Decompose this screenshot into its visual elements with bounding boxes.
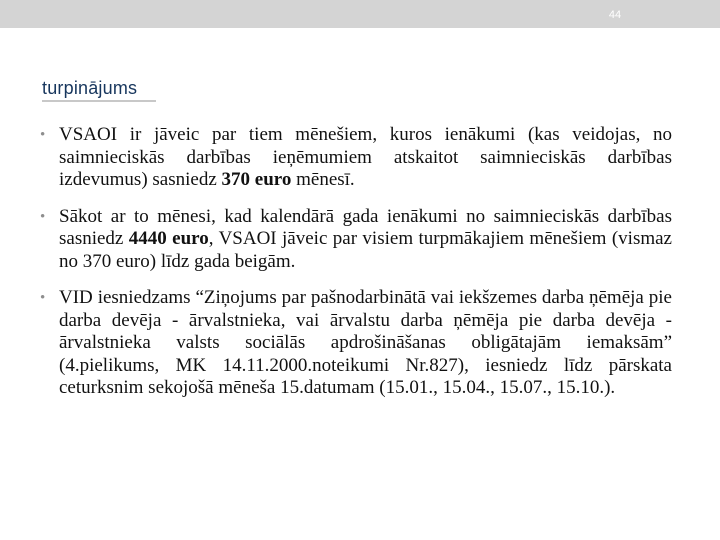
bullet-item: [38, 124, 672, 192]
bullet-icon: •: [40, 127, 46, 143]
bullet-text: VSAOI ir jāveic par tiem mēnešiem, kuros ienākumi (kas veidojas, no saimnieciskās darbības ieņēmumiem atskaitot saimnieciskās darbības izdevumus) sasniedz 370 euro mēnesī.: [59, 124, 672, 190]
bullet-text: Sākot ar to mēnesi, kad kalendārā gada ienākumi no saimnieciskās darbības sasniedz 4440 euro, VSAOI jāveic par visiem turpmākajiem mēnešiem (vismaz no 370 euro) līdz gada beigām.: [59, 205, 672, 272]
bullet-list: [38, 124, 672, 400]
bullet-icon: •: [40, 290, 46, 306]
highlight-amount: 370 euro: [221, 169, 292, 190]
bullet-item: [38, 206, 672, 274]
slide-title: turpinājums: [42, 78, 138, 98]
bullet-text: VID iesniedzams “Ziņojums par pašnodarbinātā vai iekšzemes darba ņēmēja pie darba devēja - ārvalstnieka, vai ārvalstu darba ņēmēja pie darba devēja - ārvalstnieka valsts sociālās apdrošināšanas obligātajām iemaksām” (4.pielikums, MK 14.11.2000.noteikumi Nr.827), iesniedz līdz pārskata ceturksnim sekojošā mēneša 15.datumam (15.01., 15.04., 15.07., 15.10.).: [59, 287, 672, 398]
header-bar: [0, 0, 720, 28]
page-number: 44: [608, 9, 622, 21]
title-underline: [42, 100, 156, 102]
bullet-item: [38, 287, 672, 400]
highlight-amount: 4440 euro: [128, 228, 209, 249]
bullet-icon: •: [40, 208, 46, 225]
